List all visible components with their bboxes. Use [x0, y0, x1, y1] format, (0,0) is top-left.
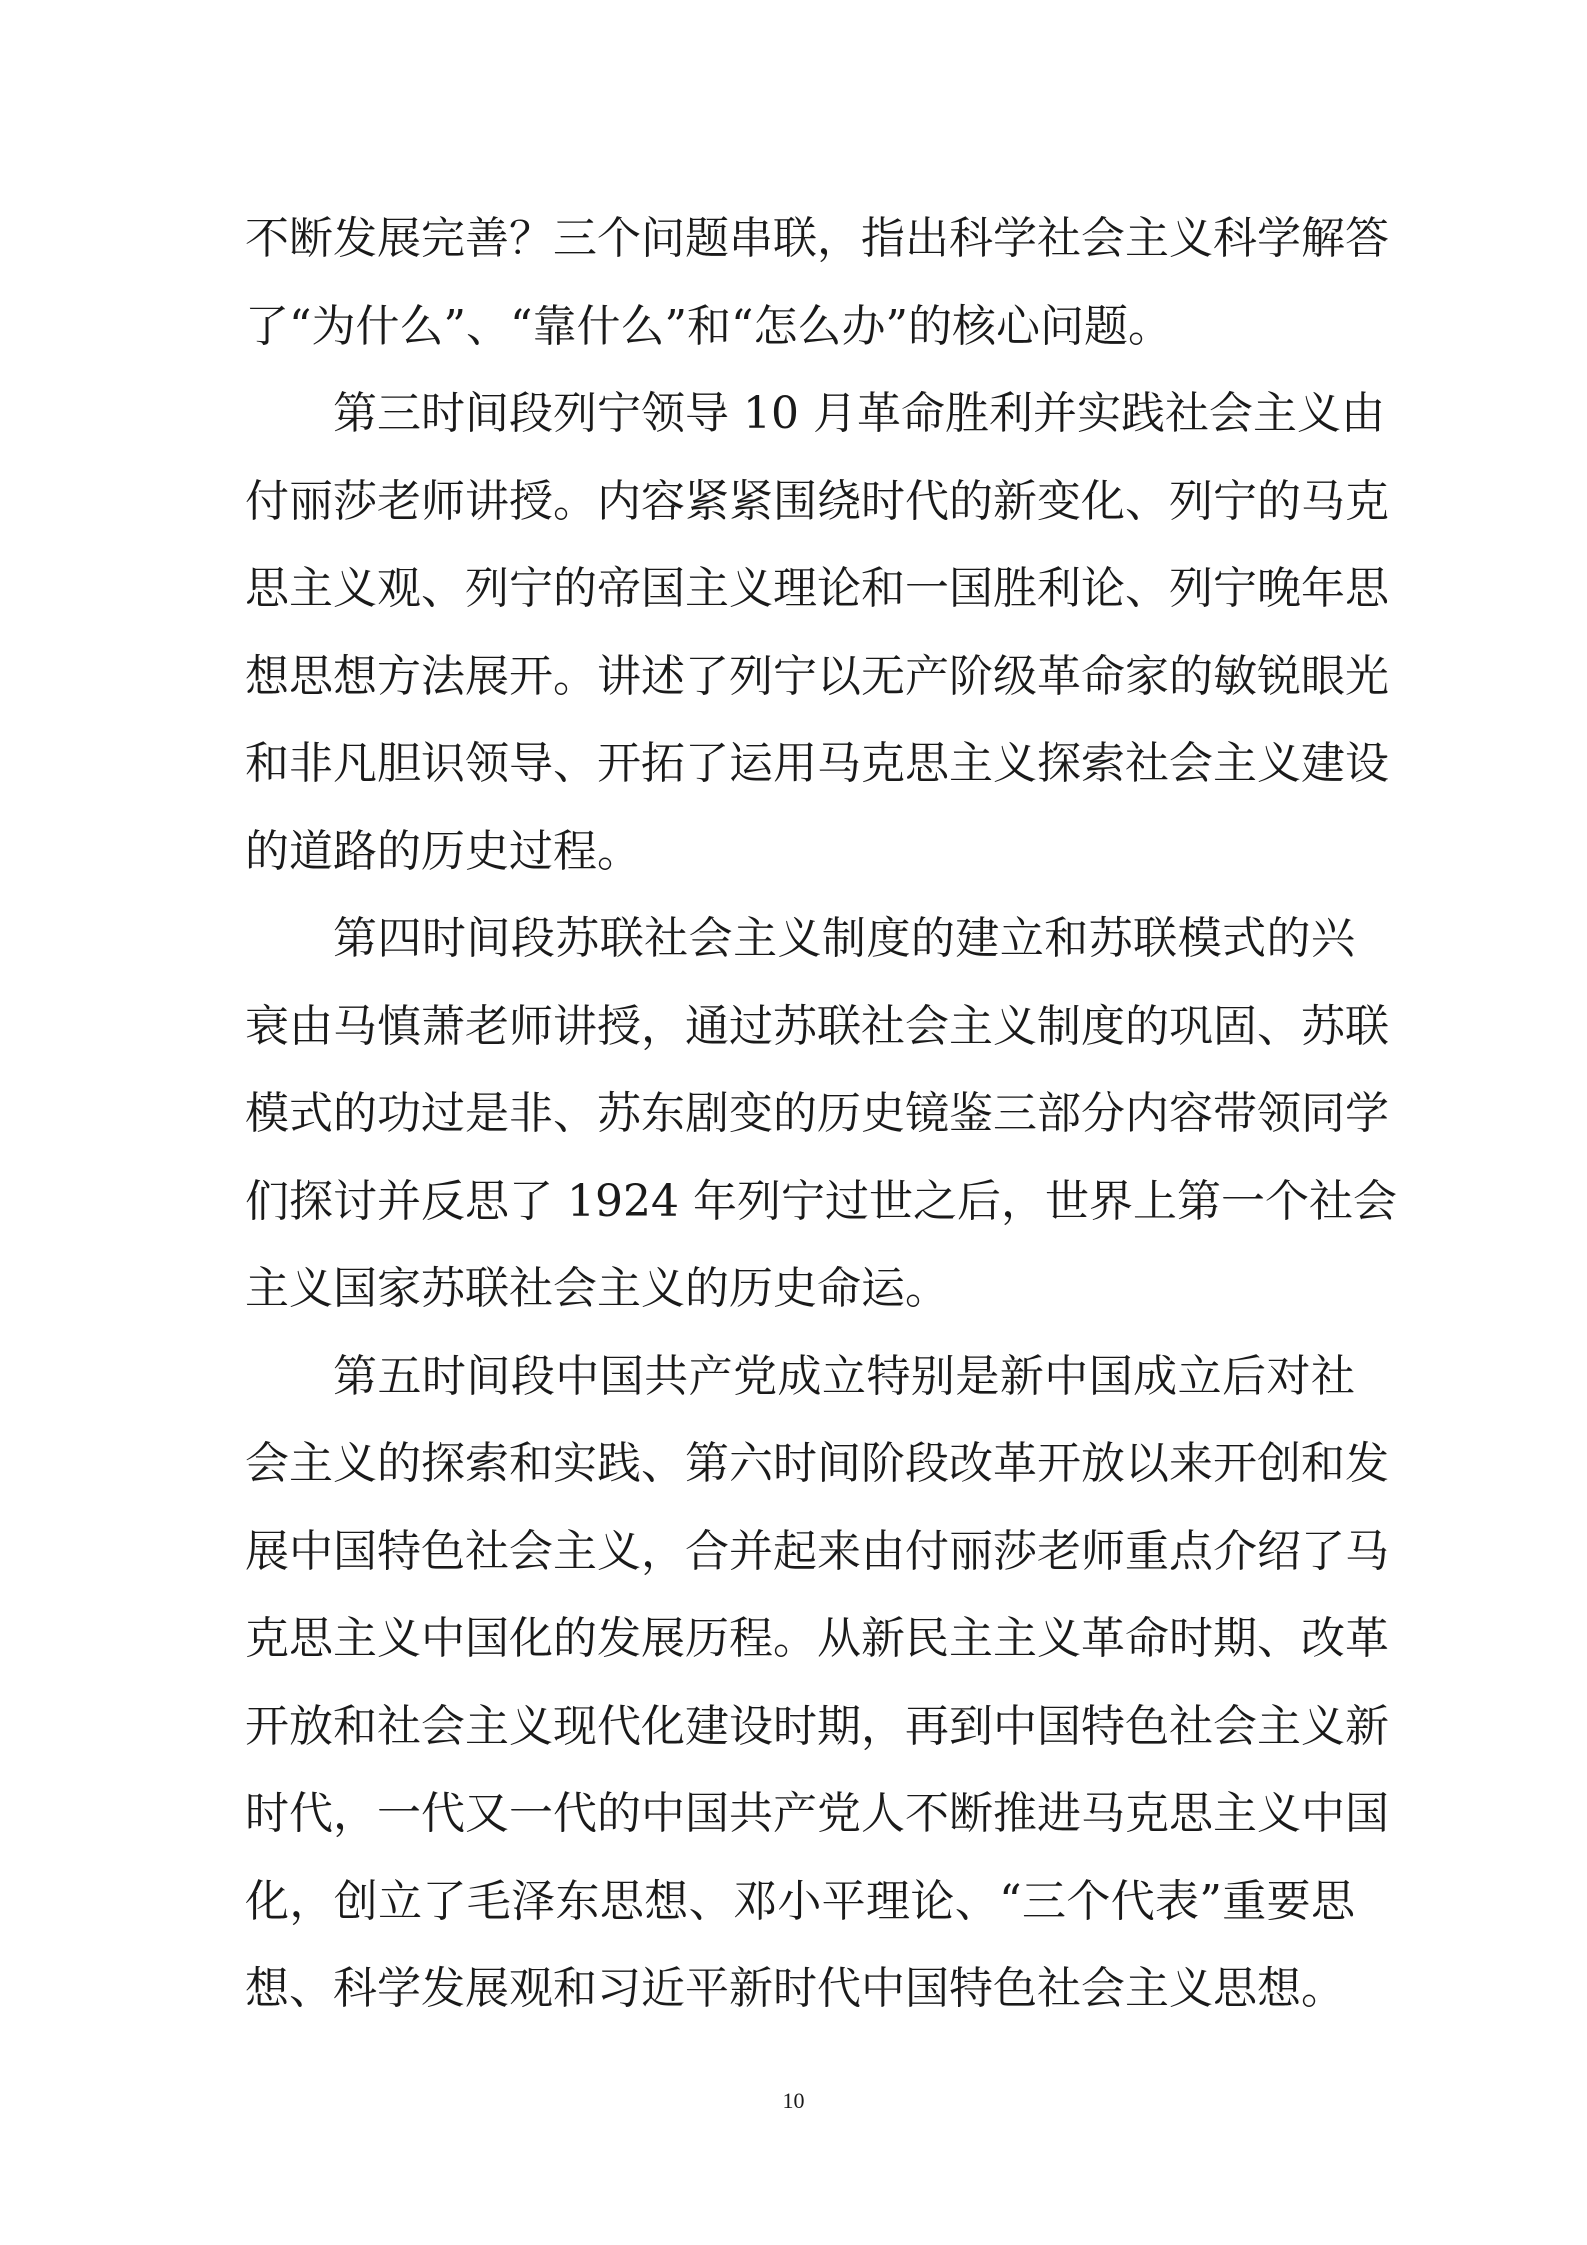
text-line: 们探讨并反思了 1924 年列宁过世之后，世界上第一个社会: [245, 1175, 1397, 1227]
text-line: 化，创立了毛泽东思想、邓小平理论、“三个代表”重要思: [245, 1875, 1355, 1927]
text-line: 了“为什么”、“靠什么”和“怎么办”的核心问题。: [245, 300, 1172, 352]
text-line: 和非凡胆识领导、开拓了运用马克思主义探索社会主义建设: [245, 738, 1389, 789]
text-line: 衰由马慎萧老师讲授，通过苏联社会主义制度的巩固、苏联: [245, 1000, 1389, 1052]
text-line: 第五时间段中国共产党成立特别是新中国成立后对社: [333, 1350, 1355, 1402]
text-line: 模式的功过是非、苏东剧变的历史镜鉴三部分内容带领同学: [245, 1088, 1389, 1139]
paragraph-third-period: [245, 370, 1389, 895]
text-line: 付丽莎老师讲授。内容紧紧围绕时代的新变化、列宁的马克: [245, 475, 1389, 527]
text-line: 时代，一代又一代的中国共产党人不断推进马克思主义中国: [245, 1788, 1389, 1839]
text-line: 主义国家苏联社会主义的历史命运。: [245, 1263, 949, 1314]
text-line: 开放和社会主义现代化建设时期，再到中国特色社会主义新: [245, 1700, 1389, 1752]
paragraph-fourth-period: [245, 895, 1397, 1333]
text-line: 克思主义中国化的发展历程。从新民主主义革命时期、改革: [245, 1613, 1389, 1664]
text-line: 第三时间段列宁领导 10 月革命胜利并实践社会主义由: [333, 388, 1385, 439]
text-line: 想、科学发展观和习近平新时代中国特色社会主义思想。: [245, 1963, 1345, 2014]
text-line: 思主义观、列宁的帝国主义理论和一国胜利论、列宁晚年思: [245, 563, 1389, 614]
text-line: 展中国特色社会主义，合并起来由付丽莎老师重点介绍了马: [245, 1525, 1389, 1577]
text-line: 不断发展完善？三个问题串联，指出科学社会主义科学解答: [245, 213, 1389, 264]
paragraph-fifth-period: [245, 1333, 1389, 2033]
text-line: 会主义的探索和实践、第六时间阶段改革开放以来开创和发: [245, 1438, 1389, 1489]
text-line: 第四时间段苏联社会主义制度的建立和苏联模式的兴: [333, 913, 1355, 964]
paragraph-continuation: [245, 195, 1389, 370]
text-line: 的道路的历史过程。: [245, 825, 641, 877]
text-line: 想思想方法展开。讲述了列宁以无产阶级革命家的敏锐眼光: [245, 650, 1389, 702]
page-number: 10: [782, 2088, 805, 2113]
body-text: [245, 195, 1397, 2033]
